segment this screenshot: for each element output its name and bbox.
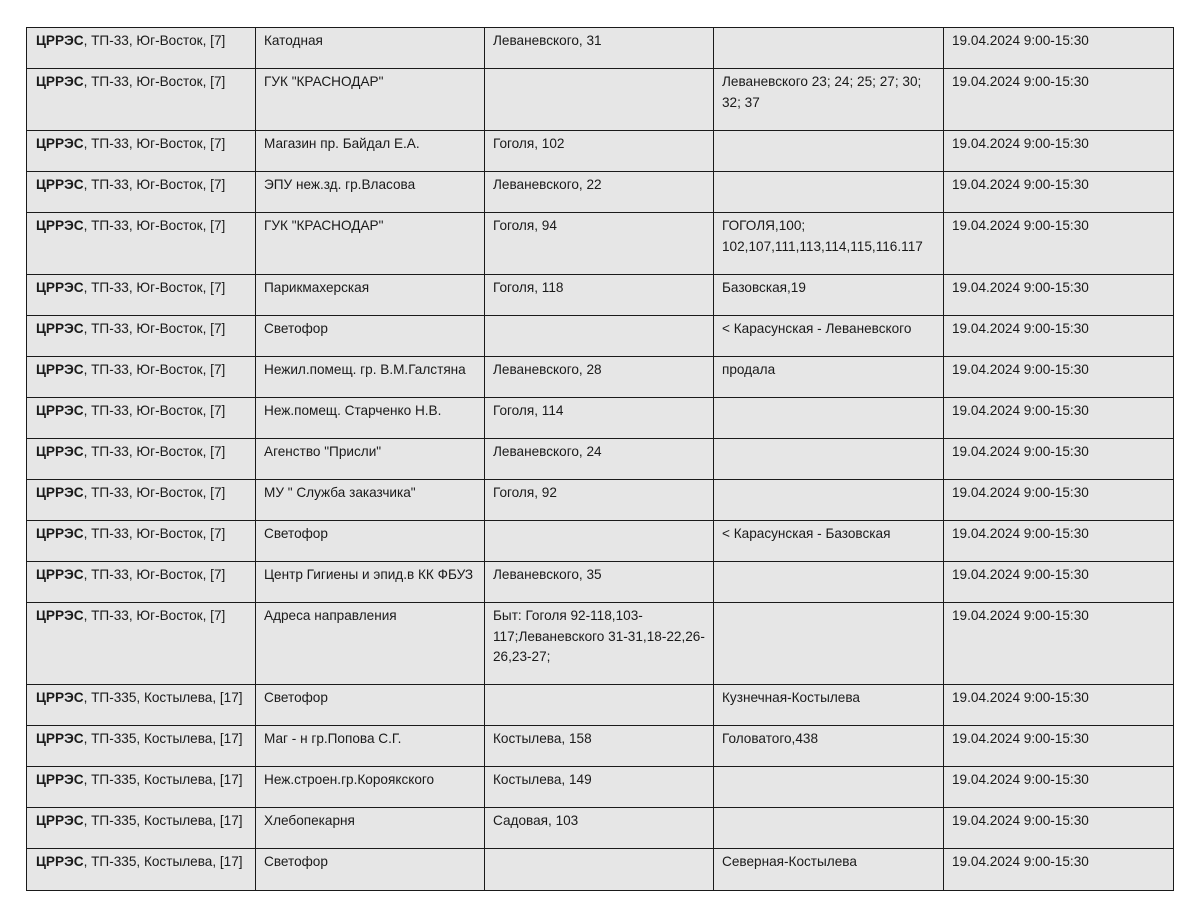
feeder-info: , ТП-33, Юг-Восток, [7] (83, 74, 226, 89)
extra-address-cell: Базовская,19 (714, 275, 944, 316)
network-feeder-cell (27, 172, 256, 213)
extra-address-cell (714, 767, 944, 808)
consumer-cell: Маг - н гр.Попова С.Г. (256, 726, 485, 767)
address-cell: Леваневского, 31 (485, 28, 714, 69)
network-feeder-cell (27, 603, 256, 685)
network-feeder-cell (27, 849, 256, 891)
outage-datetime-cell: 19.04.2024 9:00-15:30 (944, 213, 1174, 275)
network-name: ЦРРЭС (36, 690, 84, 705)
address-cell: Гоголя, 102 (485, 131, 714, 172)
address-cell: Леваневского, 22 (485, 172, 714, 213)
network-name: ЦРРЭС (36, 772, 84, 787)
address-cell: Леваневского, 35 (485, 562, 714, 603)
network-feeder-cell (27, 685, 256, 726)
table-row (27, 316, 1174, 357)
table-row (27, 439, 1174, 480)
consumer-cell: МУ " Служба заказчика" (256, 480, 485, 521)
address-cell: Быт: Гоголя 92-118,103-117;Леваневского 31-31,18-22,26-26,23-27; (485, 603, 714, 685)
consumer-cell: Неж.строен.гр.Короякского (256, 767, 485, 808)
network-feeder-cell (27, 808, 256, 849)
consumer-cell: Агенство "Присли" (256, 439, 485, 480)
address-cell: Леваневского, 28 (485, 357, 714, 398)
extra-address-cell (714, 562, 944, 603)
consumer-cell: ЭПУ неж.зд. гр.Власова (256, 172, 485, 213)
network-name: ЦРРЭС (36, 177, 84, 192)
extra-address-cell: Кузнечная-Костылева (714, 685, 944, 726)
consumer-cell: ГУК "КРАСНОДАР" (256, 213, 485, 275)
network-feeder-cell (27, 69, 256, 131)
network-name: ЦРРЭС (36, 280, 84, 295)
consumer-cell: Адреса направления (256, 603, 485, 685)
feeder-info: , ТП-33, Юг-Восток, [7] (83, 136, 226, 151)
outage-datetime-cell: 19.04.2024 9:00-15:30 (944, 808, 1174, 849)
network-feeder-cell (27, 28, 256, 69)
feeder-info: , ТП-33, Юг-Восток, [7] (83, 403, 226, 418)
address-cell: Костылева, 149 (485, 767, 714, 808)
address-cell (485, 849, 714, 891)
outage-datetime-cell: 19.04.2024 9:00-15:30 (944, 726, 1174, 767)
address-cell (485, 69, 714, 131)
outage-datetime-cell: 19.04.2024 9:00-15:30 (944, 521, 1174, 562)
extra-address-cell (714, 398, 944, 439)
network-name: ЦРРЭС (36, 321, 84, 336)
network-name: ЦРРЭС (36, 526, 84, 541)
table-row (27, 562, 1174, 603)
outage-datetime-cell: 19.04.2024 9:00-15:30 (944, 316, 1174, 357)
extra-address-cell (714, 439, 944, 480)
outage-datetime-cell: 19.04.2024 9:00-15:30 (944, 685, 1174, 726)
extra-address-cell: Северная-Костылева (714, 849, 944, 891)
address-cell: Гоголя, 118 (485, 275, 714, 316)
network-feeder-cell (27, 521, 256, 562)
outage-table-page (26, 27, 1173, 891)
network-name: ЦРРЭС (36, 444, 84, 459)
feeder-info: , ТП-335, Костылева, [17] (83, 731, 243, 746)
network-name: ЦРРЭС (36, 567, 84, 582)
table-row (27, 172, 1174, 213)
outage-table (26, 27, 1174, 891)
feeder-info: , ТП-335, Костылева, [17] (83, 772, 243, 787)
feeder-info: , ТП-33, Юг-Восток, [7] (83, 444, 226, 459)
network-feeder-cell (27, 131, 256, 172)
table-row (27, 213, 1174, 275)
outage-datetime-cell: 19.04.2024 9:00-15:30 (944, 767, 1174, 808)
network-name: ЦРРЭС (36, 362, 84, 377)
feeder-info: , ТП-33, Юг-Восток, [7] (83, 280, 226, 295)
table-row (27, 603, 1174, 685)
feeder-info: , ТП-33, Юг-Восток, [7] (83, 177, 226, 192)
outage-datetime-cell: 19.04.2024 9:00-15:30 (944, 398, 1174, 439)
table-row (27, 275, 1174, 316)
consumer-cell: ГУК "КРАСНОДАР" (256, 69, 485, 131)
address-cell: Гоголя, 114 (485, 398, 714, 439)
feeder-info: , ТП-33, Юг-Восток, [7] (83, 526, 226, 541)
outage-table-body (27, 28, 1174, 891)
table-row (27, 808, 1174, 849)
table-row (27, 131, 1174, 172)
table-row (27, 28, 1174, 69)
table-row (27, 685, 1174, 726)
consumer-cell: Светофор (256, 849, 485, 891)
table-row (27, 521, 1174, 562)
extra-address-cell (714, 131, 944, 172)
network-name: ЦРРЭС (36, 854, 84, 869)
network-name: ЦРРЭС (36, 813, 84, 828)
address-cell (485, 685, 714, 726)
network-feeder-cell (27, 726, 256, 767)
outage-datetime-cell: 19.04.2024 9:00-15:30 (944, 275, 1174, 316)
network-name: ЦРРЭС (36, 485, 84, 500)
network-feeder-cell (27, 213, 256, 275)
network-feeder-cell (27, 480, 256, 521)
extra-address-cell: < Карасунская - Леваневского (714, 316, 944, 357)
feeder-info: , ТП-33, Юг-Восток, [7] (83, 218, 226, 233)
extra-address-cell (714, 28, 944, 69)
extra-address-cell (714, 808, 944, 849)
outage-datetime-cell: 19.04.2024 9:00-15:30 (944, 562, 1174, 603)
outage-datetime-cell: 19.04.2024 9:00-15:30 (944, 480, 1174, 521)
consumer-cell: Катодная (256, 28, 485, 69)
network-feeder-cell (27, 275, 256, 316)
outage-datetime-cell: 19.04.2024 9:00-15:30 (944, 131, 1174, 172)
network-feeder-cell (27, 357, 256, 398)
outage-datetime-cell: 19.04.2024 9:00-15:30 (944, 603, 1174, 685)
extra-address-cell: продала (714, 357, 944, 398)
address-cell: Гоголя, 92 (485, 480, 714, 521)
table-row (27, 398, 1174, 439)
extra-address-cell: Леваневского 23; 24; 25; 27; 30; 32; 37 (714, 69, 944, 131)
network-feeder-cell (27, 562, 256, 603)
feeder-info: , ТП-33, Юг-Восток, [7] (83, 33, 226, 48)
feeder-info: , ТП-335, Костылева, [17] (83, 690, 243, 705)
feeder-info: , ТП-33, Юг-Восток, [7] (83, 485, 226, 500)
consumer-cell: Неж.помещ. Старченко Н.В. (256, 398, 485, 439)
extra-address-cell (714, 172, 944, 213)
extra-address-cell (714, 603, 944, 685)
extra-address-cell (714, 480, 944, 521)
address-cell (485, 316, 714, 357)
outage-datetime-cell: 19.04.2024 9:00-15:30 (944, 69, 1174, 131)
consumer-cell: Светофор (256, 521, 485, 562)
address-cell: Костылева, 158 (485, 726, 714, 767)
consumer-cell: Центр Гигиены и эпид.в КК ФБУЗ (256, 562, 485, 603)
address-cell: Гоголя, 94 (485, 213, 714, 275)
feeder-info: , ТП-335, Костылева, [17] (83, 813, 243, 828)
feeder-info: , ТП-335, Костылева, [17] (83, 854, 243, 869)
outage-datetime-cell: 19.04.2024 9:00-15:30 (944, 849, 1174, 891)
table-row (27, 69, 1174, 131)
extra-address-cell: < Карасунская - Базовская (714, 521, 944, 562)
outage-datetime-cell: 19.04.2024 9:00-15:30 (944, 28, 1174, 69)
network-name: ЦРРЭС (36, 136, 84, 151)
network-feeder-cell (27, 398, 256, 439)
address-cell: Садовая, 103 (485, 808, 714, 849)
network-name: ЦРРЭС (36, 608, 84, 623)
network-name: ЦРРЭС (36, 731, 84, 746)
outage-datetime-cell: 19.04.2024 9:00-15:30 (944, 439, 1174, 480)
network-name: ЦРРЭС (36, 74, 84, 89)
outage-datetime-cell: 19.04.2024 9:00-15:30 (944, 172, 1174, 213)
network-name: ЦРРЭС (36, 218, 84, 233)
network-feeder-cell (27, 439, 256, 480)
table-row (27, 767, 1174, 808)
extra-address-cell: ГОГОЛЯ,100; 102,107,111,113,114,115,116.117 (714, 213, 944, 275)
network-feeder-cell (27, 767, 256, 808)
consumer-cell: Магазин пр. Байдал Е.А. (256, 131, 485, 172)
table-row (27, 849, 1174, 891)
feeder-info: , ТП-33, Юг-Восток, [7] (83, 362, 226, 377)
table-row (27, 480, 1174, 521)
network-name: ЦРРЭС (36, 403, 84, 418)
consumer-cell: Светофор (256, 685, 485, 726)
table-row (27, 357, 1174, 398)
address-cell (485, 521, 714, 562)
consumer-cell: Хлебопекарня (256, 808, 485, 849)
extra-address-cell: Головатого,438 (714, 726, 944, 767)
outage-datetime-cell: 19.04.2024 9:00-15:30 (944, 357, 1174, 398)
consumer-cell: Нежил.помещ. гр. В.М.Галстяна (256, 357, 485, 398)
network-name: ЦРРЭС (36, 33, 84, 48)
consumer-cell: Светофор (256, 316, 485, 357)
feeder-info: , ТП-33, Юг-Восток, [7] (83, 608, 226, 623)
address-cell: Леваневского, 24 (485, 439, 714, 480)
feeder-info: , ТП-33, Юг-Восток, [7] (83, 321, 226, 336)
feeder-info: , ТП-33, Юг-Восток, [7] (83, 567, 226, 582)
consumer-cell: Парикмахерская (256, 275, 485, 316)
table-row (27, 726, 1174, 767)
network-feeder-cell (27, 316, 256, 357)
